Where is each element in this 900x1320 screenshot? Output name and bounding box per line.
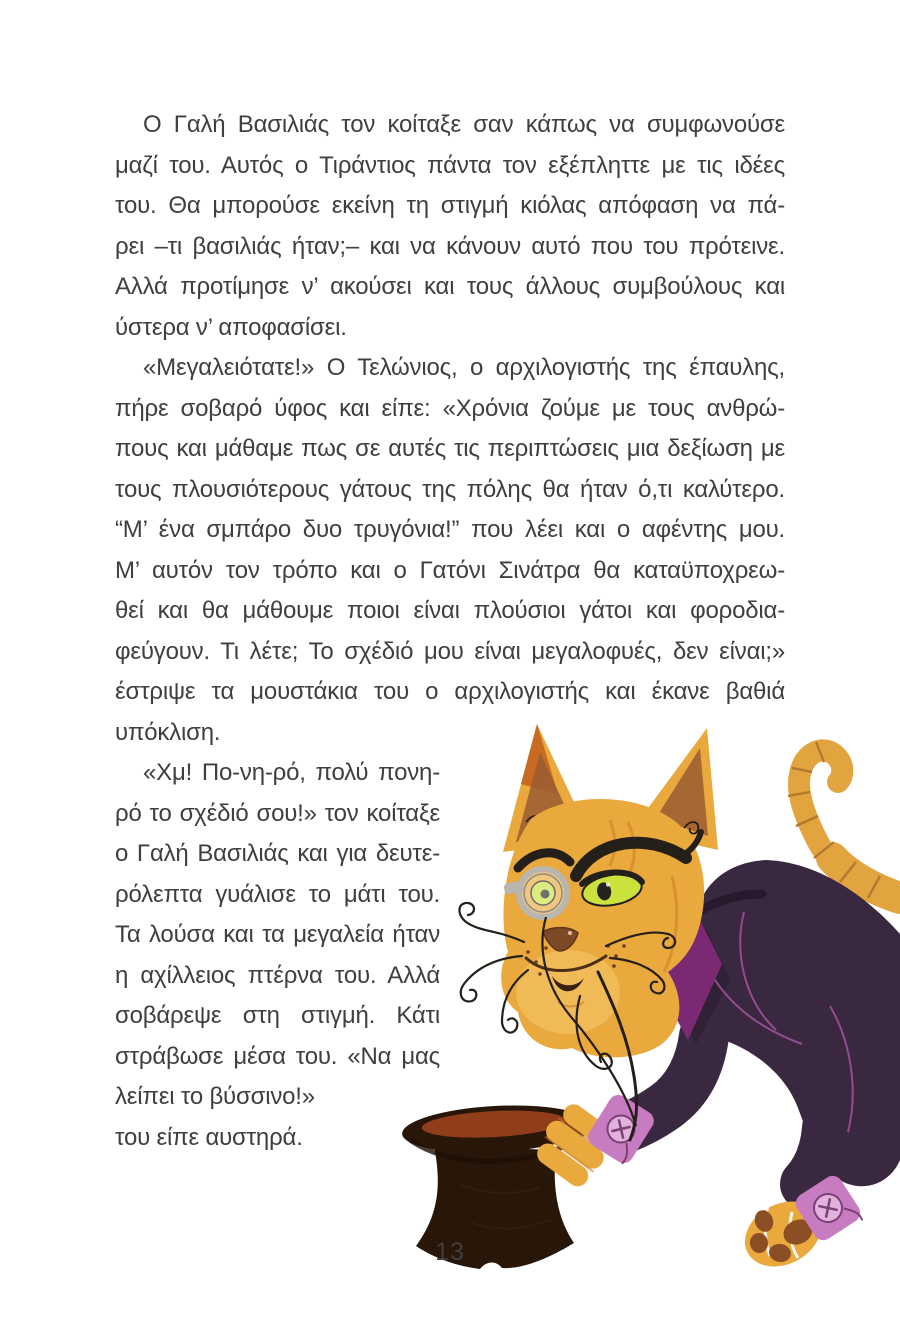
text-line: πήρε σοβαρό ύφος και είπε: «Χρόνια ζούμε με τους ανθρώ- [115, 394, 785, 422]
text-line: μαζί του. Αυτός ο Τιράντιος πάντα τον εξέπληττε με τις ιδέες [115, 151, 785, 179]
page-number: 13 [435, 1238, 465, 1266]
text-line: ρόλεπτα γυάλισε το μάτι του. [115, 880, 440, 908]
text-line: “Μ’ ένα σμπάρο δυο τρυγόνια!” που λέει και ο αφέντης μου. [115, 516, 785, 543]
text-line: του. Θα μπορούσε εκείνη τη στιγμή κιόλας απόφαση να πά- [115, 192, 785, 219]
text-line: πους και μάθαμε πως σε αυτές τις περιπτώσεις μια δεξίωση με [115, 435, 785, 462]
text-line: «Μεγαλειότατε!» Ο Τελώνιος, ο αρχιλογιστής της έπαυλης, [143, 354, 785, 381]
cat-illustration [400, 700, 900, 1300]
text-line: Αλλά προτίμησε ν’ ακούσει και τους άλλους συμβούλους και [115, 273, 785, 300]
text-line: σοβάρεψε στη στιγμή. Κάτι [115, 1002, 440, 1029]
text-line: θεί και θα μάθουμε ποιοι είναι πλούσιοι γάτοι και φοροδια- [115, 597, 785, 624]
text-line: του είπε αυστηρά. [115, 1123, 303, 1151]
text-line: ρό το σχέδιό σου!» τον κοίταξε [115, 799, 440, 827]
text-line: υπόκλιση. [115, 718, 221, 746]
text-line: ο Γαλή Βασιλιάς και για δευτε- [115, 840, 440, 867]
text-line: ρει –τι βασιλιάς ήταν;– και να κάνουν αυτό που του πρότεινε. [115, 232, 785, 260]
text-line: έστριψε τα μουστάκια του ο αρχιλογιστής και έκανε βαθιά [115, 678, 785, 705]
text-line: «Χμ! Πο-νη-ρό, πολύ πονη- [143, 759, 440, 786]
text-line: στράβωσε μέσα του. «Να μας [115, 1042, 440, 1070]
text-line: Μ’ αυτόν τον τρόπο και ο Γατόνι Σινάτρα θα καταϋποχρεω- [115, 556, 785, 584]
text-line: Τα λούσα και τα μεγαλεία ήταν [115, 921, 440, 948]
text-line: τους πλουσιότερους γάτους της πόλης θα ήταν ό,τι καλύτερο. [115, 475, 785, 503]
text-line: φεύγουν. Τι λέτε; Το σχέδιό μου είναι μεγαλοφυές, δεν είναι;» [115, 637, 785, 665]
text-line: ύστερα ν’ αποφασίσει. [115, 313, 347, 341]
text-line: η αχίλλειος πτέρνα του. Αλλά [115, 961, 440, 989]
text-line: Ο Γαλή Βασιλιάς τον κοίταξε σαν κάπως να συμφωνούσε [143, 111, 785, 138]
text-line: λείπει το βύσσινο!» [115, 1083, 315, 1110]
